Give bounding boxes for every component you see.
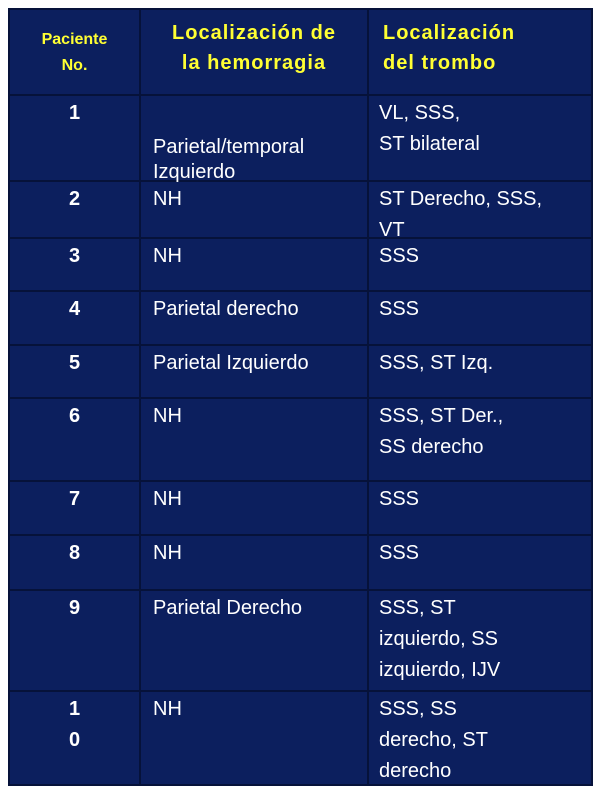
thrombus-text: SSS xyxy=(379,488,420,510)
patient-number: 9 xyxy=(68,597,81,619)
thrombus-text: SSS xyxy=(379,298,420,320)
header-patient-no xyxy=(10,10,141,94)
header-line: Paciente xyxy=(41,31,108,48)
patient-number: 8 xyxy=(68,542,81,564)
patient-number-cell xyxy=(10,591,141,690)
thrombus-text: SSS, ST Der., xyxy=(379,405,504,427)
table-row xyxy=(10,591,591,692)
table-row xyxy=(10,96,591,182)
patient-number: 0 xyxy=(68,729,81,751)
thrombus-location-cell xyxy=(369,96,591,180)
hemorrhage-text: NH xyxy=(153,542,182,564)
patient-number: 5 xyxy=(68,352,81,374)
thrombus-text: SS derecho xyxy=(379,436,484,458)
patient-number: 2 xyxy=(68,188,81,210)
hemorrhage-text: NH xyxy=(153,488,182,510)
hemorrhage-location-cell xyxy=(141,346,369,397)
thrombus-text: SSS, SS xyxy=(379,698,457,720)
table-body xyxy=(10,96,591,784)
table-row xyxy=(10,482,591,536)
patient-number: 1 xyxy=(68,698,81,720)
hemorrhage-text: NH xyxy=(153,405,182,427)
table-row xyxy=(10,239,591,292)
header-hemorrhage-location xyxy=(141,10,369,94)
thrombus-text: VL, SSS, xyxy=(379,102,461,124)
thrombosis-table xyxy=(8,8,593,786)
hemorrhage-location-cell xyxy=(141,591,369,690)
hemorrhage-location-cell xyxy=(141,692,369,784)
hemorrhage-location-cell xyxy=(141,182,369,237)
thrombus-location-cell xyxy=(369,399,591,480)
patient-number-cell xyxy=(10,239,141,290)
patient-number-cell xyxy=(10,482,141,534)
thrombus-text: VT xyxy=(379,219,405,241)
patient-number: 3 xyxy=(68,245,81,267)
thrombus-location-cell xyxy=(369,239,591,290)
hemorrhage-text: Parietal/temporal xyxy=(153,136,305,158)
patient-number: 4 xyxy=(68,298,81,320)
hemorrhage-location-cell xyxy=(141,536,369,589)
hemorrhage-location-cell xyxy=(141,292,369,344)
thrombus-location-cell xyxy=(369,182,591,241)
table-row xyxy=(10,346,591,399)
hemorrhage-location-cell xyxy=(141,239,369,290)
hemorrhage-text: Parietal Derecho xyxy=(153,597,302,619)
thrombus-text: izquierdo, SS xyxy=(379,628,498,650)
hemorrhage-text: Parietal Izquierdo xyxy=(153,352,309,374)
hemorrhage-location-cell xyxy=(141,96,369,183)
patient-number-cell xyxy=(10,346,141,397)
table-row xyxy=(10,182,591,239)
table-row xyxy=(10,692,591,784)
patient-number-cell xyxy=(10,96,141,180)
header-thrombus-location xyxy=(369,10,591,94)
hemorrhage-text: NH xyxy=(153,698,182,720)
thrombus-location-cell xyxy=(369,692,591,784)
thrombus-text: SSS, ST xyxy=(379,597,456,619)
header-line: Localización xyxy=(383,22,516,44)
table-header-row xyxy=(10,10,591,96)
hemorrhage-text: NH xyxy=(153,188,182,210)
header-line: del trombo xyxy=(383,52,497,74)
thrombus-location-cell xyxy=(369,482,591,534)
thrombus-text: ST Derecho, SSS, xyxy=(379,188,543,210)
table-row xyxy=(10,536,591,591)
patient-number-cell xyxy=(10,536,141,589)
table-row xyxy=(10,292,591,346)
thrombus-text: izquierdo, IJV xyxy=(379,659,501,681)
header-line: la hemorragia xyxy=(181,52,327,74)
thrombus-location-cell xyxy=(369,591,591,690)
header-line: No. xyxy=(61,57,88,74)
patient-number-cell xyxy=(10,292,141,344)
thrombus-text: derecho xyxy=(379,760,452,782)
thrombus-text: SSS, ST Izq. xyxy=(379,352,494,374)
patient-number: 1 xyxy=(68,102,81,124)
thrombus-text: derecho, ST xyxy=(379,729,488,751)
hemorrhage-location-cell xyxy=(141,399,369,480)
hemorrhage-text: Izquierdo xyxy=(153,161,236,183)
patient-number-cell xyxy=(10,399,141,480)
thrombus-location-cell xyxy=(369,346,591,397)
hemorrhage-location-cell xyxy=(141,482,369,534)
patient-number-cell xyxy=(10,692,141,784)
thrombus-text: SSS xyxy=(379,542,420,564)
patient-number-cell xyxy=(10,182,141,237)
thrombus-location-cell xyxy=(369,292,591,344)
header-line: Localización de xyxy=(172,22,336,44)
thrombus-text: SSS xyxy=(379,245,420,267)
table-row xyxy=(10,399,591,482)
hemorrhage-text: NH xyxy=(153,245,182,267)
patient-number: 7 xyxy=(68,488,81,510)
thrombus-text: ST bilateral xyxy=(379,133,480,155)
patient-number: 6 xyxy=(68,405,81,427)
thrombus-location-cell xyxy=(369,536,591,589)
hemorrhage-text: Parietal derecho xyxy=(153,298,299,320)
